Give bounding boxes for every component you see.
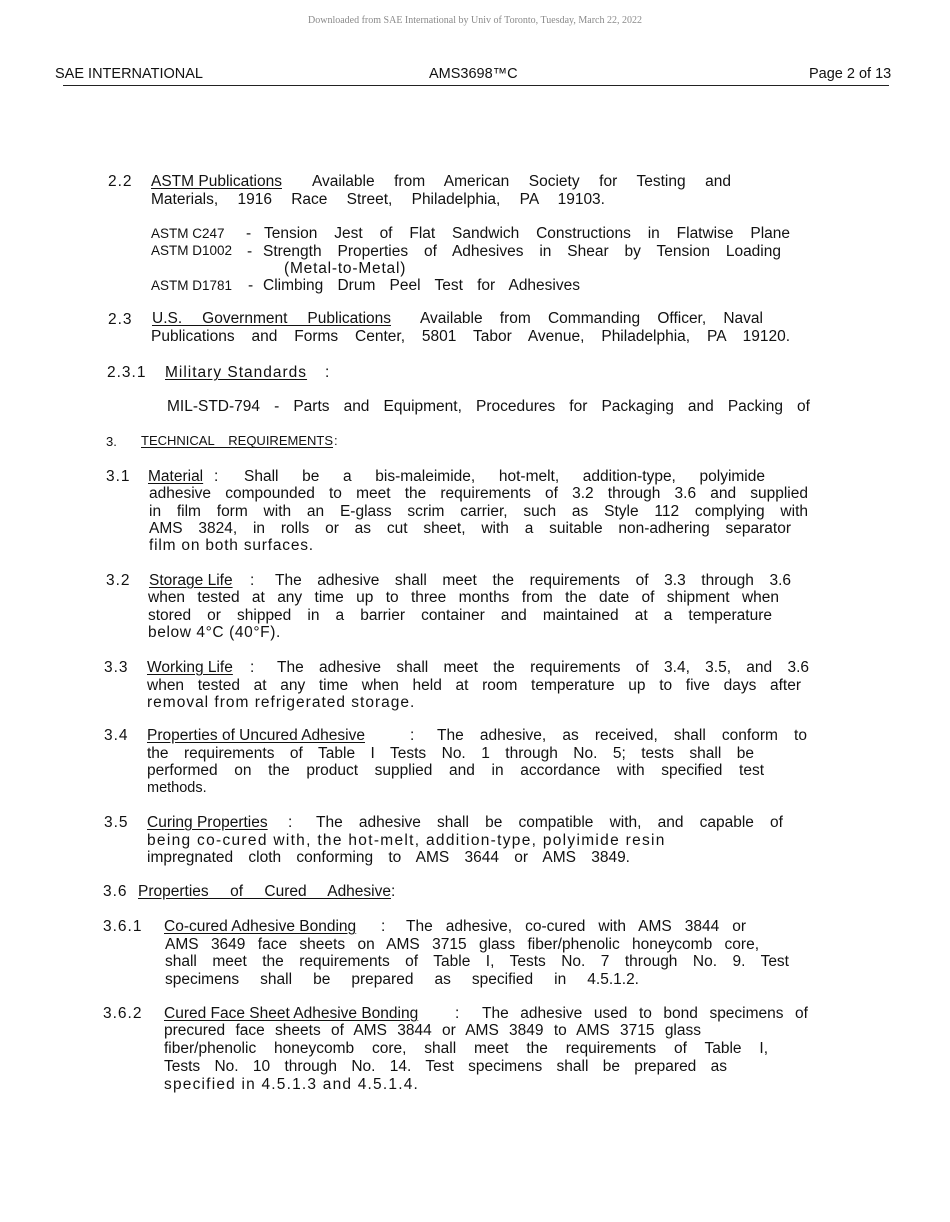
header-rule [63, 85, 889, 86]
ref-title: Strength Properties of Adhesives in Shear by Tension Loading [263, 243, 781, 260]
download-watermark: Downloaded from SAE International by Univ of Toronto, Tuesday, March 22, 2022 [308, 15, 642, 26]
section-number: 3.6.2 [103, 1005, 143, 1022]
title-colon: : [391, 883, 396, 900]
section-title: Properties of Uncured Adhesive [147, 727, 365, 744]
section-text-line: film on both surfaces. [149, 537, 314, 554]
section-text-line: The adhesive shall meet the requirements of 3.4, 3.5, and 3.6 [277, 659, 809, 676]
section-title: ASTM Publications [151, 173, 282, 190]
title-colon: : [410, 727, 415, 744]
ref-dash: - [248, 277, 254, 294]
header-doc-id: AMS3698™C [429, 66, 518, 82]
section-text-line: being co-cured with, the hot-melt, addition-type, polyimide resin [147, 832, 666, 849]
section-number: 2.3.1 [107, 364, 147, 381]
section-text-line: The adhesive shall be compatible with, and capable of [316, 814, 783, 831]
section-text-line: stored or shipped in a barrier container and maintained at a temperature [148, 607, 772, 624]
section-text-line: Publications and Forms Center, 5801 Tabor Avenue, Philadelphia, PA 19120. [151, 328, 790, 345]
ref-dash: - [247, 243, 253, 260]
section-title: TECHNICAL REQUIREMENTS [141, 433, 333, 448]
section-text-line: in film form with an E-glass scrim carrier, such as Style 112 complying with [149, 503, 808, 520]
title-colon: : [325, 364, 330, 381]
title-colon: : [381, 918, 386, 935]
section-number: 3.4 [104, 727, 129, 744]
section-number: 2.3 [108, 311, 133, 328]
section-text-line: performed on the product supplied and in accordance with specified test [147, 762, 764, 779]
title-colon: : [250, 572, 255, 589]
section-title: Working Life [147, 659, 233, 676]
section-text-line: Available from American Society for Testing and [311, 173, 731, 190]
section-text-line: the requirements of Table I Tests No. 1 through No. 5; tests shall be [147, 745, 754, 762]
section-text-line: The adhesive shall meet the requirements of 3.3 through 3.6 [275, 572, 791, 589]
title-colon: : [334, 433, 338, 448]
section-text-line: precured face sheets of AMS 3844 or AMS 3849 to AMS 3715 glass [164, 1022, 701, 1039]
section-number: 3.5 [104, 814, 129, 831]
section-title: Co-cured Adhesive Bonding [164, 918, 357, 935]
section-number: 2.2 [108, 173, 133, 190]
header-page-number: Page 2 of 13 [809, 66, 892, 82]
title-colon: : [288, 814, 293, 831]
section-number: 3.2 [106, 572, 131, 589]
section-title: Storage Life [149, 572, 233, 589]
section-text-line: AMS 3824, in rolls or as cut sheet, with a suitable non-adhering separator [149, 520, 791, 537]
ref-title: Climbing Drum Peel Test for Adhesives [263, 277, 580, 294]
header-org: SAE INTERNATIONAL [55, 66, 203, 82]
ref-title: Tension Jest of Flat Sandwich Constructions in Flatwise Plane [264, 225, 790, 242]
ref-dash: - [246, 225, 252, 242]
ref-code: ASTM D1002 [151, 243, 233, 258]
title-colon: : [214, 468, 219, 485]
section-title: Military Standards [165, 364, 308, 381]
ref-title-cont: (Metal-to-Metal) [284, 260, 407, 277]
section-title: Properties of Cured Adhesive [138, 883, 391, 900]
section-title: Cured Face Sheet Adhesive Bonding [164, 1005, 419, 1022]
section-text-line: The adhesive, as received, shall conform to [437, 727, 807, 744]
section-title: U.S. Government Publications [152, 310, 391, 327]
section-text-line: methods. [147, 780, 207, 796]
section-text-line: Available from Commanding Officer, Naval [420, 310, 763, 327]
section-text-line: adhesive compounded to meet the requirements of 3.2 through 3.6 and supplied [149, 485, 808, 502]
section-text-line: specified in 4.5.1.3 and 4.5.1.4. [164, 1076, 420, 1093]
section-text-line: Shall be a bis-maleimide, hot-melt, addition-type, polyimide [244, 468, 765, 485]
section-text-line: shall meet the requirements of Table I, Tests No. 7 through No. 9. Test [165, 953, 789, 970]
section-number: 3.6.1 [103, 918, 143, 935]
ref-code: ASTM C247 [151, 226, 225, 241]
section-text-line: fiber/phenolic honeycomb core, shall meet the requirements of Table I, [164, 1040, 768, 1057]
section-text-line: AMS 3649 face sheets on AMS 3715 glass fiber/phenolic honeycomb core, [165, 936, 759, 953]
section-text-line: The adhesive, co-cured with AMS 3844 or [406, 918, 746, 935]
section-text-line: removal from refrigerated storage. [147, 694, 416, 711]
section-text-line: below 4°C (40°F). [148, 624, 281, 641]
section-text-line: The adhesive used to bond specimens of [482, 1005, 808, 1022]
title-colon: : [455, 1005, 460, 1022]
section-number: 3.1 [106, 468, 131, 485]
section-title: Curing Properties [147, 814, 268, 831]
section-title: Material [148, 468, 204, 485]
section-number: 3.3 [104, 659, 129, 676]
section-number: 3.6 [103, 883, 128, 900]
section-text-line: Materials, 1916 Race Street, Philadelphia, PA 19103. [151, 191, 605, 208]
section-text-line: Tests No. 10 through No. 14. Test specimens shall be prepared as [164, 1058, 727, 1075]
section-text-line: when tested at any time when held at room temperature up to five days after [147, 677, 801, 694]
title-colon: : [250, 659, 255, 676]
ref-code: ASTM D1781 [151, 278, 233, 293]
section-text-line: specimens shall be prepared as specified in 4.5.1.2. [165, 971, 639, 988]
standard-ref: MIL-STD-794 - Parts and Equipment, Procedures for Packaging and Packing of [167, 398, 810, 415]
section-text-line: impregnated cloth conforming to AMS 3644 or AMS 3849. [147, 849, 630, 866]
section-text-line: when tested at any time up to three months from the date of shipment when [148, 589, 779, 606]
section-number: 3. [106, 434, 117, 449]
